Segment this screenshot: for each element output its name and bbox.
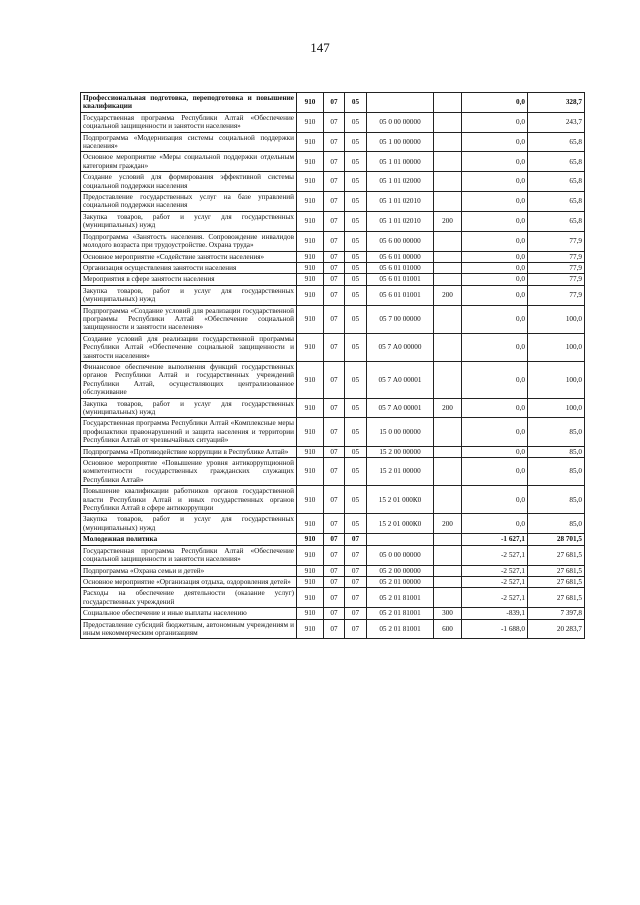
table-row: [81, 285, 585, 305]
table-row: [81, 486, 585, 514]
row-name-cell: Создание условий для реализации государственной программы Республики Алтай «Обеспечение социальной защищенности и занятости населения»: [81, 333, 297, 361]
subsection-code-cell: 05: [345, 418, 367, 446]
section-code-cell: 07: [324, 458, 345, 486]
target-article-cell: 05 1 01 02010: [367, 192, 434, 212]
amount-total-cell: 328,7: [528, 93, 585, 113]
row-name-cell: Подпрограмма «Занятость населения. Сопровождение инвалидов молодого возраста при трудоустройстве. Охрана труда»: [81, 231, 297, 251]
amount-total-cell: 77,9: [528, 285, 585, 305]
amount-total-cell: 27 681,5: [528, 588, 585, 608]
subsection-code-cell: 05: [345, 361, 367, 398]
expense-type-cell: [434, 576, 462, 587]
amount-change-cell: 0,0: [462, 132, 528, 152]
amount-change-cell: 0,0: [462, 333, 528, 361]
target-article-cell: [367, 534, 434, 545]
ministry-code-cell: 910: [297, 398, 324, 418]
table-row: [81, 192, 585, 212]
amount-total-cell: 65,8: [528, 211, 585, 231]
target-article-cell: 05 2 01 81001: [367, 619, 434, 639]
amount-total-cell: 85,0: [528, 458, 585, 486]
section-code-cell: 07: [324, 274, 345, 285]
row-name-cell: Предоставление государственных услуг на базе управлений социальной поддержки населения: [81, 192, 297, 212]
row-name-cell: Подпрограмма «Модернизация системы социальной поддержки населения»: [81, 132, 297, 152]
target-article-cell: 05 1 01 00000: [367, 152, 434, 172]
subsection-code-cell: 05: [345, 446, 367, 457]
table-row: [81, 305, 585, 333]
table-row: [81, 418, 585, 446]
row-name-cell: Создание условий для формирования эффективной системы социальной поддержки населения: [81, 172, 297, 192]
section-code-cell: 07: [324, 152, 345, 172]
target-article-cell: 05 7 А0 00000: [367, 333, 434, 361]
row-name-cell: Организация осуществления занятости населения: [81, 262, 297, 273]
amount-change-cell: -839,1: [462, 608, 528, 619]
table-row: [81, 211, 585, 231]
target-article-cell: 05 2 00 00000: [367, 565, 434, 576]
table-row: [81, 361, 585, 398]
table-row: [81, 576, 585, 587]
amount-change-cell: 0,0: [462, 93, 528, 113]
amount-change-cell: -2 527,1: [462, 576, 528, 587]
row-name-cell: Государственная программа Республики Алтай «Обеспечение социальной защищенности и занятости населения»: [81, 545, 297, 565]
amount-change-cell: 0,0: [462, 251, 528, 262]
row-name-cell: Основное мероприятие «Содействие занятости населения»: [81, 251, 297, 262]
ministry-code-cell: 910: [297, 361, 324, 398]
target-article-cell: 05 1 00 00000: [367, 132, 434, 152]
subsection-code-cell: 05: [345, 305, 367, 333]
amount-total-cell: 27 681,5: [528, 576, 585, 587]
amount-total-cell: 7 397,8: [528, 608, 585, 619]
row-name-cell: Государственная программа Республики Алтай «Обеспечение социальной защищенности и занятости населения»: [81, 112, 297, 132]
row-name-cell: Мероприятия в сфере занятости населения: [81, 274, 297, 285]
expense-type-cell: 300: [434, 608, 462, 619]
amount-change-cell: 0,0: [462, 458, 528, 486]
expense-type-cell: [434, 152, 462, 172]
amount-change-cell: 0,0: [462, 152, 528, 172]
section-code-cell: 07: [324, 608, 345, 619]
ministry-code-cell: 910: [297, 93, 324, 113]
section-code-cell: 07: [324, 418, 345, 446]
row-name-cell: Закупка товаров, работ и услуг для государственных (муниципальных) нужд: [81, 211, 297, 231]
section-code-cell: 07: [324, 211, 345, 231]
target-article-cell: 05 1 01 02010: [367, 211, 434, 231]
subsection-code-cell: 07: [345, 588, 367, 608]
amount-change-cell: 0,0: [462, 361, 528, 398]
amount-change-cell: 0,0: [462, 486, 528, 514]
page-number: 147: [310, 40, 330, 55]
table-row: [81, 333, 585, 361]
subsection-code-cell: 05: [345, 231, 367, 251]
section-code-cell: 07: [324, 565, 345, 576]
target-article-cell: 05 1 01 02000: [367, 172, 434, 192]
expense-type-cell: [434, 192, 462, 212]
amount-total-cell: 85,0: [528, 514, 585, 534]
section-code-cell: 07: [324, 588, 345, 608]
subsection-code-cell: 05: [345, 262, 367, 273]
subsection-code-cell: 05: [345, 132, 367, 152]
row-name-cell: Основное мероприятие «Меры социальной поддержки отдельным категориям граждан»: [81, 152, 297, 172]
subsection-code-cell: 05: [345, 251, 367, 262]
table-row: [81, 152, 585, 172]
amount-change-cell: 0,0: [462, 446, 528, 457]
subsection-code-cell: 05: [345, 486, 367, 514]
amount-change-cell: 0,0: [462, 418, 528, 446]
amount-change-cell: 0,0: [462, 274, 528, 285]
amount-change-cell: 0,0: [462, 192, 528, 212]
amount-total-cell: 65,8: [528, 132, 585, 152]
budget-table: [80, 92, 585, 639]
subsection-code-cell: 05: [345, 93, 367, 113]
subsection-code-cell: 05: [345, 152, 367, 172]
row-name-cell: Закупка товаров, работ и услуг для государственных (муниципальных) нужд: [81, 514, 297, 534]
ministry-code-cell: 910: [297, 619, 324, 639]
section-code-cell: 07: [324, 333, 345, 361]
amount-change-cell: -2 527,1: [462, 565, 528, 576]
ministry-code-cell: 910: [297, 305, 324, 333]
expense-type-cell: [434, 361, 462, 398]
amount-total-cell: 100,0: [528, 305, 585, 333]
section-code-cell: 07: [324, 361, 345, 398]
subsection-code-cell: 05: [345, 458, 367, 486]
amount-total-cell: 65,8: [528, 172, 585, 192]
ministry-code-cell: 910: [297, 274, 324, 285]
section-code-cell: 07: [324, 132, 345, 152]
row-name-cell: Финансовое обеспечение выполнения функций государственных органов Республики Алтай и государственных учреждений Республики Алтай, осуществляющих централизованное обслуживание: [81, 361, 297, 398]
table-row: [81, 545, 585, 565]
subsection-code-cell: 07: [345, 619, 367, 639]
table-row: [81, 446, 585, 457]
table-row: [81, 398, 585, 418]
expense-type-cell: [434, 588, 462, 608]
ministry-code-cell: 910: [297, 152, 324, 172]
amount-total-cell: 65,8: [528, 152, 585, 172]
expense-type-cell: [434, 486, 462, 514]
section-code-cell: 07: [324, 285, 345, 305]
amount-total-cell: 77,9: [528, 231, 585, 251]
amount-total-cell: 28 701,5: [528, 534, 585, 545]
amount-change-cell: 0,0: [462, 172, 528, 192]
ministry-code-cell: 910: [297, 172, 324, 192]
row-name-cell: Расходы на обеспечение деятельности (оказание услуг) государственных учреждений: [81, 588, 297, 608]
amount-total-cell: 243,7: [528, 112, 585, 132]
amount-total-cell: 100,0: [528, 398, 585, 418]
subsection-code-cell: 05: [345, 333, 367, 361]
table-row: [81, 231, 585, 251]
target-article-cell: 05 6 01 01000: [367, 262, 434, 273]
target-article-cell: 05 2 01 00000: [367, 576, 434, 587]
amount-total-cell: 27 681,5: [528, 545, 585, 565]
amount-change-cell: -2 527,1: [462, 588, 528, 608]
section-code-cell: 07: [324, 251, 345, 262]
row-name-cell: Подпрограмма «Создание условий для реализации государственной программы Республики Алтай «Обеспечение социальной защищенности и занятости населения»: [81, 305, 297, 333]
section-code-cell: 07: [324, 192, 345, 212]
amount-total-cell: 27 681,5: [528, 565, 585, 576]
target-article-cell: 05 2 01 81001: [367, 608, 434, 619]
section-code-cell: 07: [324, 112, 345, 132]
target-article-cell: 05 0 00 00000: [367, 545, 434, 565]
subsection-code-cell: 05: [345, 398, 367, 418]
row-name-cell: Подпрограмма «Охрана семьи и детей»: [81, 565, 297, 576]
row-name-cell: Основное мероприятие «Организация отдыха, оздоровления детей»: [81, 576, 297, 587]
amount-total-cell: 77,9: [528, 251, 585, 262]
section-code-cell: 07: [324, 305, 345, 333]
table-row: [81, 172, 585, 192]
row-name-cell: Молодежная политика: [81, 534, 297, 545]
ministry-code-cell: 910: [297, 262, 324, 273]
table-row: [81, 458, 585, 486]
row-name-cell: Закупка товаров, работ и услуг для государственных (муниципальных) нужд: [81, 398, 297, 418]
target-article-cell: 15 0 00 00000: [367, 418, 434, 446]
expense-type-cell: [434, 93, 462, 113]
subsection-code-cell: 05: [345, 514, 367, 534]
target-article-cell: 05 0 00 00000: [367, 112, 434, 132]
expense-type-cell: [434, 305, 462, 333]
ministry-code-cell: 910: [297, 231, 324, 251]
target-article-cell: 15 2 01 00000: [367, 458, 434, 486]
expense-type-cell: [434, 112, 462, 132]
table-row: [81, 534, 585, 545]
amount-total-cell: 100,0: [528, 333, 585, 361]
target-article-cell: 15 2 01 000К0: [367, 486, 434, 514]
amount-total-cell: 20 283,7: [528, 619, 585, 639]
table-row: [81, 93, 585, 113]
subsection-code-cell: 05: [345, 285, 367, 305]
table-row: [81, 262, 585, 273]
ministry-code-cell: 910: [297, 545, 324, 565]
target-article-cell: [367, 93, 434, 113]
subsection-code-cell: 07: [345, 608, 367, 619]
expense-type-cell: [434, 262, 462, 273]
target-article-cell: 05 6 00 00000: [367, 231, 434, 251]
target-article-cell: 05 2 01 81001: [367, 588, 434, 608]
section-code-cell: 07: [324, 534, 345, 545]
row-name-cell: Социальное обеспечение и иные выплаты населению: [81, 608, 297, 619]
subsection-code-cell: 07: [345, 576, 367, 587]
subsection-code-cell: 05: [345, 172, 367, 192]
table-row: [81, 132, 585, 152]
ministry-code-cell: 910: [297, 446, 324, 457]
amount-total-cell: 77,9: [528, 262, 585, 273]
row-name-cell: Основное мероприятие «Повышение уровня антикоррупционной компетентности государственных гражданских служащих Республики Алтай»: [81, 458, 297, 486]
expense-type-cell: 200: [434, 211, 462, 231]
table-row: [81, 588, 585, 608]
subsection-code-cell: 07: [345, 534, 367, 545]
amount-total-cell: 65,8: [528, 192, 585, 212]
section-code-cell: 07: [324, 446, 345, 457]
target-article-cell: 15 2 00 00000: [367, 446, 434, 457]
amount-change-cell: 0,0: [462, 262, 528, 273]
ministry-code-cell: 910: [297, 576, 324, 587]
section-code-cell: 07: [324, 576, 345, 587]
target-article-cell: 05 6 01 01001: [367, 285, 434, 305]
section-code-cell: 07: [324, 545, 345, 565]
subsection-code-cell: 05: [345, 211, 367, 231]
ministry-code-cell: 910: [297, 458, 324, 486]
row-name-cell: Закупка товаров, работ и услуг для государственных (муниципальных) нужд: [81, 285, 297, 305]
section-code-cell: 07: [324, 619, 345, 639]
ministry-code-cell: 910: [297, 251, 324, 262]
target-article-cell: 05 7 А0 00001: [367, 398, 434, 418]
table-row: [81, 619, 585, 639]
section-code-cell: 07: [324, 514, 345, 534]
expense-type-cell: [434, 458, 462, 486]
ministry-code-cell: 910: [297, 588, 324, 608]
table-row: [81, 608, 585, 619]
ministry-code-cell: 910: [297, 514, 324, 534]
expense-type-cell: [434, 251, 462, 262]
row-name-cell: Повышение квалификации работников органов государственной власти Республики Алтай и иных государственных органов Республики Алтай в сфере антикоррупции: [81, 486, 297, 514]
amount-total-cell: 85,0: [528, 418, 585, 446]
ministry-code-cell: 910: [297, 112, 324, 132]
section-code-cell: 07: [324, 93, 345, 113]
ministry-code-cell: 910: [297, 192, 324, 212]
amount-change-cell: -1 688,0: [462, 619, 528, 639]
subsection-code-cell: 05: [345, 274, 367, 285]
expense-type-cell: 200: [434, 285, 462, 305]
amount-total-cell: 85,0: [528, 486, 585, 514]
amount-change-cell: 0,0: [462, 398, 528, 418]
expense-type-cell: [434, 418, 462, 446]
expense-type-cell: [434, 446, 462, 457]
table-row: [81, 251, 585, 262]
ministry-code-cell: 910: [297, 486, 324, 514]
amount-change-cell: 0,0: [462, 305, 528, 333]
amount-change-cell: -1 627,1: [462, 534, 528, 545]
table-row: [81, 112, 585, 132]
ministry-code-cell: 910: [297, 285, 324, 305]
expense-type-cell: 200: [434, 514, 462, 534]
section-code-cell: 07: [324, 486, 345, 514]
ministry-code-cell: 910: [297, 534, 324, 545]
row-name-cell: Государственная программа Республики Алтай «Комплексные меры профилактики правонарушений и защита населения и территории Республики Алтай от чрезвычайных ситуаций»: [81, 418, 297, 446]
expense-type-cell: 200: [434, 398, 462, 418]
table-body: [81, 93, 585, 639]
amount-change-cell: 0,0: [462, 514, 528, 534]
row-name-cell: Подпрограмма «Противодействие коррупции в Республике Алтай»: [81, 446, 297, 457]
expense-type-cell: [434, 545, 462, 565]
ministry-code-cell: 910: [297, 418, 324, 446]
target-article-cell: 05 7 00 00000: [367, 305, 434, 333]
expense-type-cell: [434, 172, 462, 192]
ministry-code-cell: 910: [297, 211, 324, 231]
expense-type-cell: [434, 274, 462, 285]
subsection-code-cell: 05: [345, 192, 367, 212]
subsection-code-cell: 07: [345, 565, 367, 576]
amount-total-cell: 77,9: [528, 274, 585, 285]
expense-type-cell: [434, 534, 462, 545]
section-code-cell: 07: [324, 398, 345, 418]
row-name-cell: Предоставление субсидий бюджетным, автономным учреждениям и иным некоммерческим организациям: [81, 619, 297, 639]
section-code-cell: 07: [324, 172, 345, 192]
section-code-cell: 07: [324, 262, 345, 273]
subsection-code-cell: 07: [345, 545, 367, 565]
table-row: [81, 565, 585, 576]
amount-change-cell: 0,0: [462, 231, 528, 251]
amount-change-cell: 0,0: [462, 112, 528, 132]
expense-type-cell: [434, 333, 462, 361]
target-article-cell: 05 7 А0 00001: [367, 361, 434, 398]
ministry-code-cell: 910: [297, 333, 324, 361]
table-row: [81, 514, 585, 534]
amount-total-cell: 100,0: [528, 361, 585, 398]
expense-type-cell: [434, 231, 462, 251]
row-name-cell: Профессиональная подготовка, переподготовка и повышение квалификации: [81, 93, 297, 113]
expense-type-cell: [434, 565, 462, 576]
section-code-cell: 07: [324, 231, 345, 251]
table-row: [81, 274, 585, 285]
subsection-code-cell: 05: [345, 112, 367, 132]
target-article-cell: 15 2 01 000К0: [367, 514, 434, 534]
ministry-code-cell: 910: [297, 565, 324, 576]
target-article-cell: 05 6 01 01001: [367, 274, 434, 285]
ministry-code-cell: 910: [297, 132, 324, 152]
amount-total-cell: 85,0: [528, 446, 585, 457]
expense-type-cell: 600: [434, 619, 462, 639]
amount-change-cell: -2 527,1: [462, 545, 528, 565]
expense-type-cell: [434, 132, 462, 152]
target-article-cell: 05 6 01 00000: [367, 251, 434, 262]
amount-change-cell: 0,0: [462, 285, 528, 305]
amount-change-cell: 0,0: [462, 211, 528, 231]
ministry-code-cell: 910: [297, 608, 324, 619]
